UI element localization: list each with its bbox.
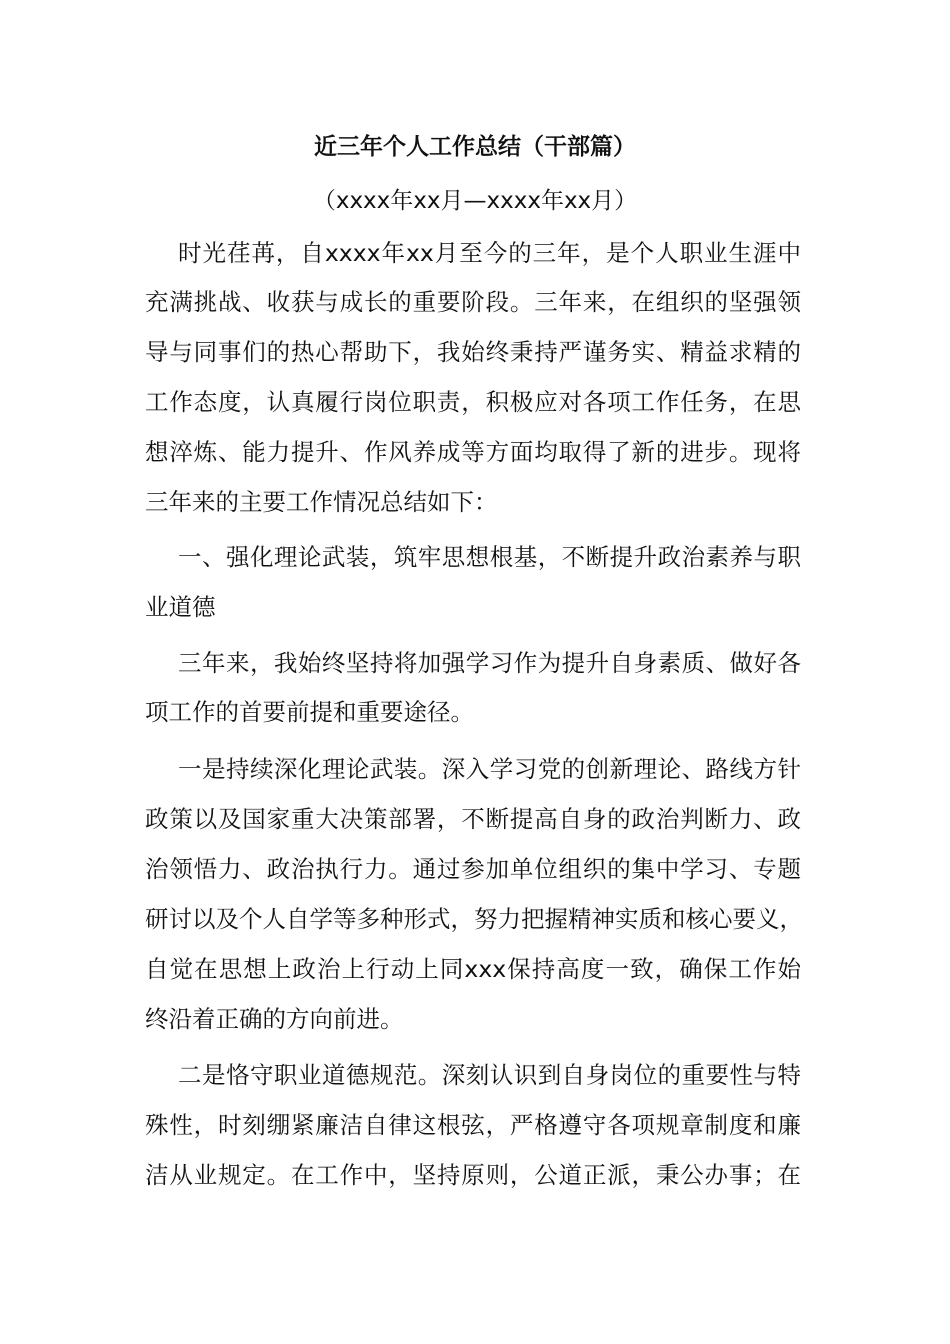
text-line: 导与同事们的热心帮助下，我始终秉持严谨务实、精益求精的 — [145, 338, 801, 366]
text-line: 自觉在思想上政治上行动上同xxx保持高度一致，确保工作始 — [145, 955, 801, 983]
text-line: 三年来的主要工作情况总结如下： — [145, 488, 498, 516]
document-title: 近三年个人工作总结（干部篇） — [314, 134, 636, 160]
text-line: 一、强化理论武装，筑牢思想根基，不断提升政治素养与职 — [178, 543, 801, 571]
text-line: 一是持续深化理论武装。深入学习党的创新理论、路线方针 — [178, 755, 801, 783]
text-line: 想淬炼、能力提升、作风养成等方面均取得了新的进步。现将 — [145, 438, 801, 466]
document-subtitle: （xxxx年xx月—xxxx年xx月） — [312, 188, 638, 214]
text-line: 殊性，时刻绷紧廉洁自律这根弦，严格遵守各项规章制度和廉 — [145, 1111, 801, 1139]
text-line: 时光荏苒，自xxxx年xx月至今的三年，是个人职业生涯中 — [178, 239, 801, 267]
text-line: 业道德 — [145, 593, 216, 621]
text-line: 充满挑战、收获与成长的重要阶段。三年来，在组织的坚强领 — [145, 288, 801, 316]
text-line: 政策以及国家重大决策部署，不断提高自身的政治判断力、政 — [145, 805, 801, 833]
text-line: 项工作的首要前提和重要途径。 — [145, 698, 474, 726]
text-line: 洁从业规定。在工作中，坚持原则，公道正派，秉公办事；在 — [145, 1161, 801, 1189]
text-line: 治领悟力、政治执行力。通过参加单位组织的集中学习、专题 — [145, 855, 801, 883]
text-line: 终沿着正确的方向前进。 — [145, 1005, 404, 1033]
text-line: 工作态度，认真履行岗位职责，积极应对各项工作任务，在思 — [145, 388, 801, 416]
text-line: 三年来，我始终坚持将加强学习作为提升自身素质、做好各 — [178, 649, 801, 677]
text-line: 研讨以及个人自学等多种形式，努力把握精神实质和核心要义， — [145, 905, 803, 933]
text-line: 二是恪守职业道德规范。深刻认识到自身岗位的重要性与特 — [178, 1061, 801, 1089]
